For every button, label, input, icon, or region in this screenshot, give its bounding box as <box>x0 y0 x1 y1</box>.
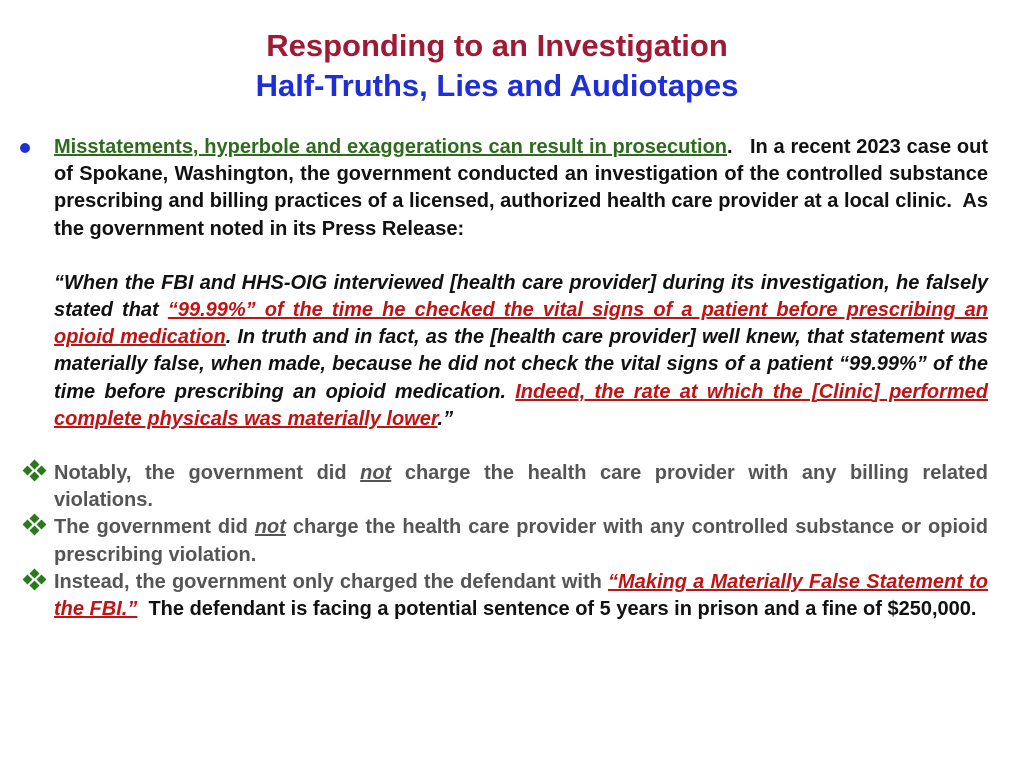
bullet-3-emphasis: “Making a Materially False Statement to the FBI.” <box>54 570 988 621</box>
press-release-quote <box>54 270 988 433</box>
bullet-1-not: not <box>360 462 392 485</box>
bullet-3-text-a: Instead, the government only charged the defendant with <box>54 570 609 593</box>
bullet-1-text-a: Notably, the government did <box>54 462 361 485</box>
quote-part-1: “When the FBI and HHS-OIG interviewed [health care provider] during its investigation, he falsely stated that <box>54 271 988 322</box>
intro-lead-end: . <box>727 136 733 158</box>
quote-emphasis-2: Indeed, the rate at which the [Clinic] performed complete physicals was materially lower <box>54 380 988 430</box>
intro-body: In a recent 2023 case out of Spokane, Washington, the government conducted an investigation of the controlled substance prescribing and billing practices of a licensed, authorized health care provider at a local clinic. As the government noted in its Press Release: <box>54 136 994 240</box>
title-line-2: Half-Truths, Lies and Audiotapes <box>255 68 739 103</box>
diamond-bullet-icon <box>22 460 48 486</box>
quote-part-2: . In truth and in fact, as the [health care provider] well knew, that statement was materially false, when made, because he did not check the vital signs of a patient “99.99%” of the time before prescribing an opioid medication. <box>54 326 988 403</box>
bullet-1-text-b: charge the health care provider with any billing related violations. <box>54 462 988 512</box>
diamond-bullet-icon <box>22 514 48 540</box>
quote-emphasis-1: “99.99%” of the time he checked the vital signs of a patient before prescribing an opioid medication <box>54 299 988 349</box>
slide-title <box>0 26 994 106</box>
intro-lead: Misstatements, hyperbole and exaggerations can result in prosecution <box>54 136 727 158</box>
bullet-item-1 <box>54 460 988 514</box>
bullet-item-2 <box>54 514 988 568</box>
bullet-3-text-b: The defendant is facing a potential sentence of 5 years in prison and a fine of $250,000. <box>137 598 977 621</box>
bullet-item-3 <box>54 569 988 623</box>
round-bullet-icon <box>20 143 30 153</box>
slide-body <box>54 134 994 623</box>
bullet-2-text-a: The government did <box>54 516 255 539</box>
bullet-2-text-b: charge the health care provider with any controlled substance or opioid prescribing violation. <box>54 516 988 566</box>
bullet-list <box>54 460 988 623</box>
intro-paragraph <box>54 134 994 243</box>
diamond-bullet-icon <box>22 569 48 595</box>
quote-part-3: .” <box>437 407 454 430</box>
title-line-1: Responding to an Investigation <box>266 28 728 63</box>
bullet-2-not: not <box>254 516 286 539</box>
